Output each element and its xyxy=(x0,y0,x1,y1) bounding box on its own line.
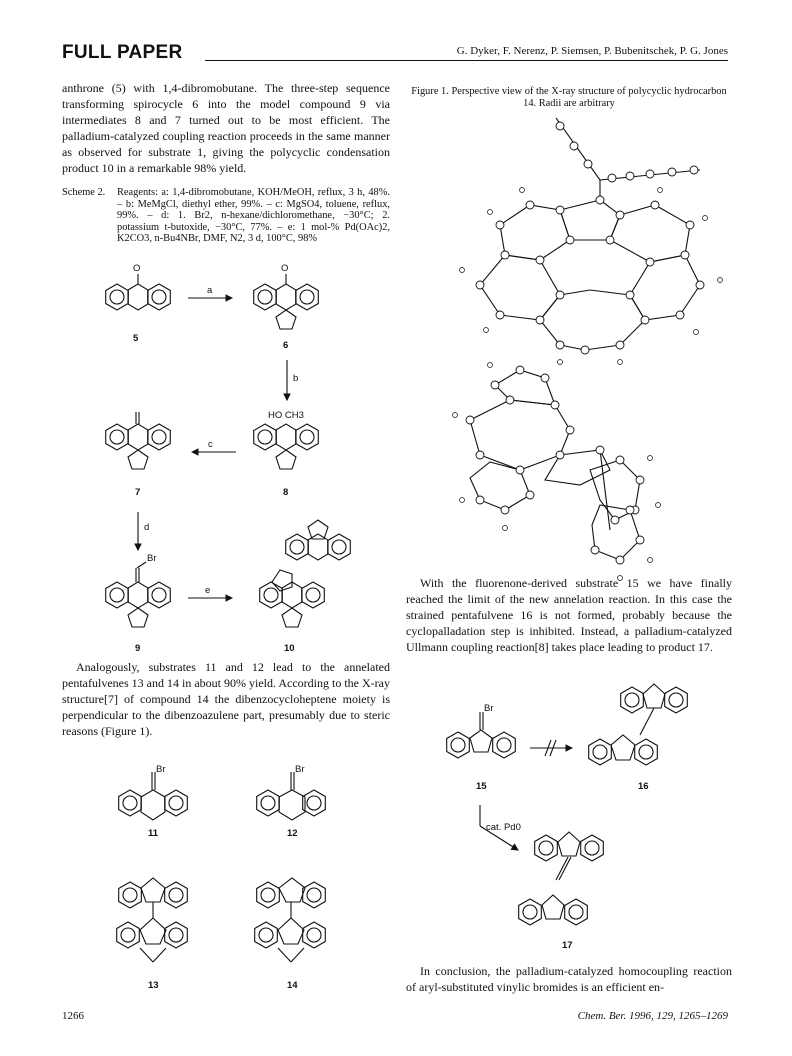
compound-number-11: 11 xyxy=(148,828,159,839)
compound-11-structure xyxy=(119,772,188,820)
author-line: G. Dyker, F. Nerenz, P. Siemsen, P. Bubenitschek, P. G. Jones xyxy=(451,45,728,57)
scheme-label: Scheme 2. xyxy=(62,187,106,198)
compound-6-structure xyxy=(254,274,319,329)
compound-12-structure xyxy=(257,772,326,820)
oxygen-label-6: O xyxy=(281,263,289,274)
figure-1-caption xyxy=(406,86,732,110)
right-paragraph-1: With the fluorenone-derived substrate 15 we have finally reached the limit of the new annelation reaction. In this case the strained pentafulvene 16 is not formed, probably because the cyclopalladation step is inhibited. Instead, a palladium-catalyzed Ullmann coupling reaction[8] takes place leading to product 17. xyxy=(406,576,732,654)
figure-label: Figure 1. xyxy=(411,86,449,97)
page-number: 1266 xyxy=(62,1010,84,1022)
compound-number-14: 14 xyxy=(287,980,298,991)
oxygen-label-5: O xyxy=(133,263,141,274)
scheme-reagents: Reagents: a: 1,4-dibromobutane, KOH/MeOH, reflux, 3 h, 48%. – b: MeMgCl, diethyl ether, 99%. – c: MgSO4, toluene, reflux, 99%. – d: 1. Br2, n-hexane/dichloromethane, −30°C; 2. potassium t-butoxide, −30°C, 77%. – e: 1 mol-% Pd(OAc)2, K2CO3, n-Bu4NBr, DMF, N2, 3 d, 100°C, 98% xyxy=(117,187,390,244)
compound-number-6: 6 xyxy=(283,340,289,351)
compound-9-structure xyxy=(106,562,171,627)
compound-15-structure xyxy=(447,712,516,758)
reagent-e-label: e xyxy=(205,585,211,596)
xray-structure-top xyxy=(460,118,723,365)
br-label-9: Br xyxy=(147,553,157,564)
hoch3-label: HO CH3 xyxy=(268,410,304,421)
compound-13-structure xyxy=(117,878,188,962)
left-paragraph-1: anthrone (5) with 1,4-dibromobutane. The three-step sequence transforming spirocycle 6 into the model compound 9 via intermediates 8 and 7 turned out to be most efficient. The palladium-catalyzed coupling reaction proceeds in the same manner as observed for substrate 1, giving the polycyclic condensation product 10 in a remarkable 98% yield. xyxy=(62,81,390,175)
compound-number-17: 17 xyxy=(562,940,573,951)
right-paragraph-2: In conclusion, the palladium-catalyzed homocoupling reaction of aryl-substituted vinylic bromides is an efficient en- xyxy=(406,964,732,994)
journal-reference: Chem. Ber. 1996, 129, 1265–1269 xyxy=(577,1010,728,1022)
compound-number-7: 7 xyxy=(135,487,141,498)
compound-number-15: 15 xyxy=(476,781,487,792)
compound-17-structure xyxy=(519,832,604,925)
br-label-12: Br xyxy=(295,764,305,775)
left-paragraph-2: Analogously, substrates 11 and 12 lead to the annelated pentafulvenes 13 and 14 in about 90% yield. According to the X-ray structure[7] of compound 14 the dibenzocycloheptene moiety is perpendicular to the dibenzoazulene part, presumably due to steric reasons (Figure 1). xyxy=(62,660,390,738)
compound-number-16: 16 xyxy=(638,781,649,792)
compound-7-structure xyxy=(106,412,171,469)
section-title: FULL PAPER xyxy=(62,42,183,63)
br-label-15: Br xyxy=(484,703,494,714)
reagent-b-label: b xyxy=(293,373,299,384)
xray-structure-bottom xyxy=(453,363,661,581)
reagent-c-label: c xyxy=(208,439,213,450)
figure-caption-text: Perspective view of the X-ray structure of polycyclic hydrocarbon 14. Radii are arbitrary xyxy=(451,86,727,109)
compound-number-12: 12 xyxy=(287,828,298,839)
compound-number-13: 13 xyxy=(148,980,159,991)
compound-5-structure xyxy=(106,274,171,310)
compound-number-8: 8 xyxy=(283,487,289,498)
compound-number-5: 5 xyxy=(133,333,139,344)
compound-8-structure xyxy=(254,424,319,469)
reagent-d-label: d xyxy=(144,522,150,533)
reagent-a-label: a xyxy=(207,285,213,296)
compound-14-structure xyxy=(255,878,326,962)
cat-pd-label: cat. Pd0 xyxy=(486,822,521,833)
br-label-11: Br xyxy=(156,764,166,775)
compound-10-structure xyxy=(260,520,351,627)
compound-number-10: 10 xyxy=(284,643,295,654)
compound-number-9: 9 xyxy=(135,643,141,654)
compound-16-structure xyxy=(589,684,688,765)
